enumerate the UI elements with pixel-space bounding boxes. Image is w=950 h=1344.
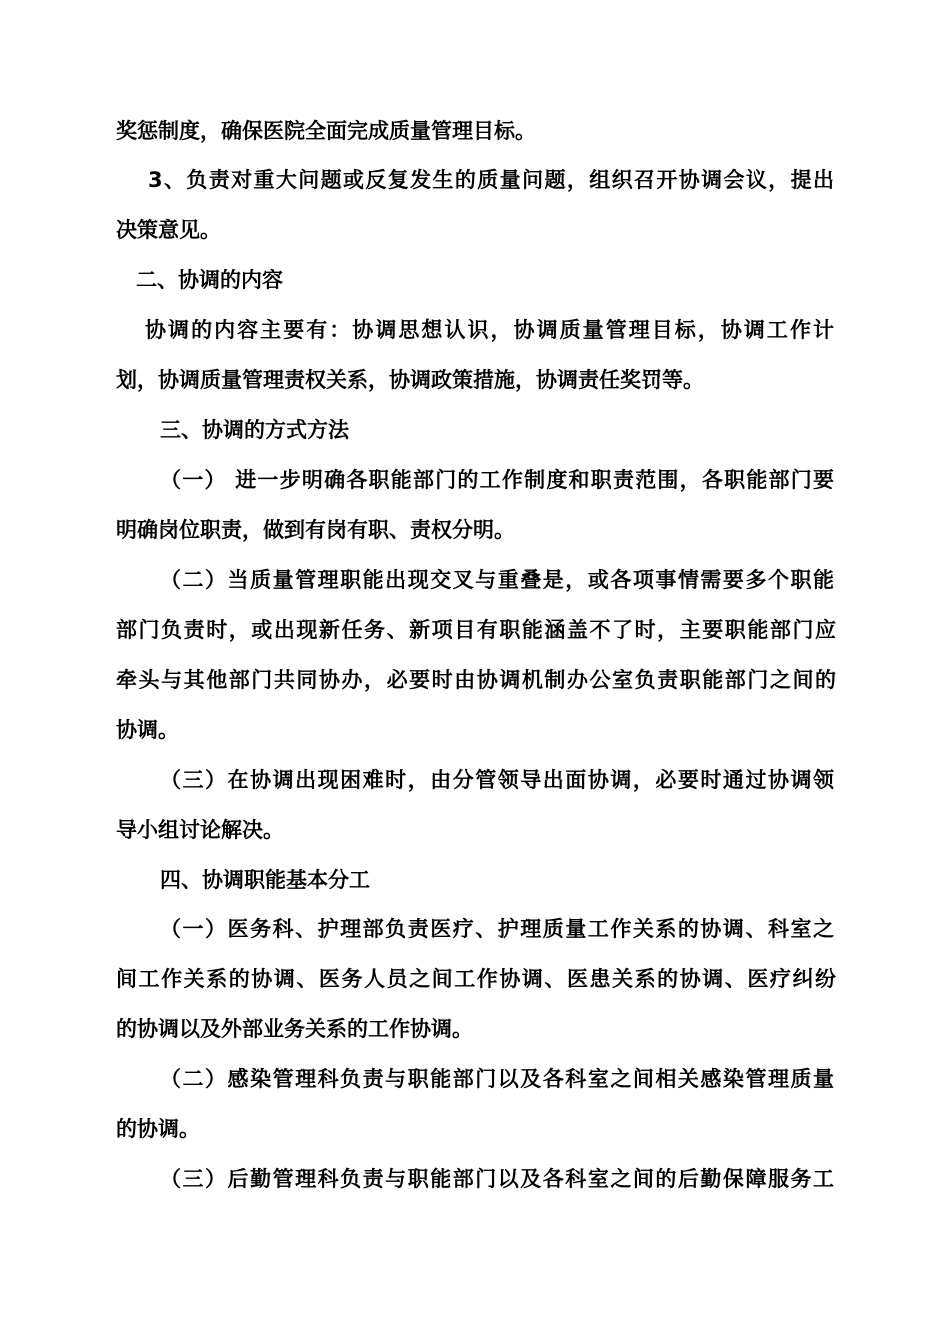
- body-text-line: （三）后勤管理科负责与职能部门以及各科室之间的后勤保障服务工: [160, 1167, 834, 1191]
- body-text-line: 奖惩制度，确保医院全面完成质量管理目标。: [116, 119, 536, 143]
- body-text-line: 牵头与其他部门共同协办，必要时由协调机制办公室负责职能部门之间的: [116, 668, 836, 692]
- body-text-line: 划，协调质量管理责权关系，协调政策措施，协调责任奖罚等。: [116, 368, 704, 392]
- body-text-line: （一） 进一步明确各职能部门的工作制度和职责范围，各职能部门要: [160, 468, 834, 492]
- body-text-line: （二）当质量管理职能出现交叉与重叠是，或各项事情需要多个职能: [160, 568, 834, 592]
- body-text-line: 间工作关系的协调、医务人员之间工作协调、医患关系的协调、医疗纠纷: [116, 967, 836, 991]
- section-heading: 二、协调的内容: [136, 268, 283, 292]
- body-text-line: 协调。: [116, 718, 179, 742]
- body-text-line: （一）医务科、护理部负责医疗、护理质量工作关系的协调、科室之: [160, 917, 834, 941]
- body-text-line: 的协调。: [116, 1117, 200, 1141]
- body-text-line: 决策意见。: [116, 218, 221, 242]
- body-text-line: （三）在协调出现困难时，由分管领导出面协调，必要时通过协调领: [160, 768, 834, 792]
- body-text-line: （二）感染管理科负责与职能部门以及各科室之间相关感染管理质量: [160, 1067, 834, 1091]
- body-text-line: 明确岗位职责，做到有岗有职、责权分明。: [116, 518, 515, 542]
- body-text-line: 部门负责时，或出现新任务、新项目有职能涵盖不了时，主要职能部门应: [116, 618, 836, 642]
- body-text-line: 协调的内容主要有：协调思想认识，协调质量管理目标，协调工作计: [145, 318, 834, 342]
- section-heading: 四、协调职能基本分工: [160, 868, 370, 892]
- section-heading: 三、协调的方式方法: [160, 418, 349, 442]
- body-text-line: 的协调以及外部业务关系的工作协调。: [116, 1017, 473, 1041]
- body-text-line: 3、负责对重大问题或反复发生的质量问题，组织召开协调会议，提出: [148, 168, 834, 192]
- body-text-line: 导小组讨论解决。: [116, 818, 284, 842]
